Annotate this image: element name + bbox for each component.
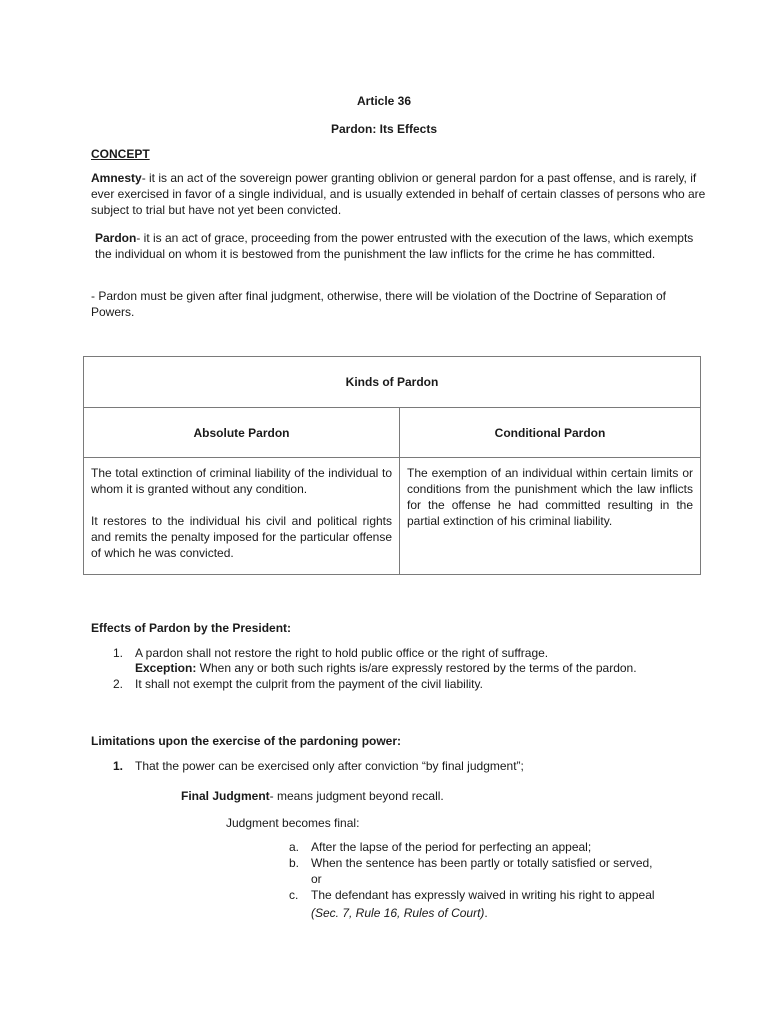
effects-item-1-text: A pardon shall not restore the right to hold public office or the right of suffrage. [135, 646, 549, 660]
effects-item-1-number: 1. [112, 646, 123, 660]
sub-item-c-citation: (Sec. 7, Rule 16, Rules of Court) [311, 906, 485, 920]
table-title: Kinds of Pardon [84, 357, 701, 408]
conditional-pardon-text: The exemption of an individual within certain limits or conditions from the punishment which the law inflicts for the offense he had committed resulting in the partial extinction of his criminal liability. [407, 466, 694, 528]
final-judgment-text: - means judgment beyond recall. [269, 789, 444, 803]
sub-item-b-text: When the sentence has been partly or totally satisfied or served, [311, 856, 653, 870]
absolute-pardon-header: Absolute Pardon [84, 408, 400, 458]
effects-heading: Effects of Pardon by the President: [91, 621, 292, 635]
amnesty-term: Amnesty [91, 171, 142, 185]
article-title: Article 36 [356, 94, 412, 108]
sub-item-a-text: After the lapse of the period for perfecting an appeal; [311, 840, 592, 854]
concept-heading: CONCEPT [91, 147, 150, 161]
absolute-pardon-text-2: It restores to the individual his civil and political rights and remits the penalty imposed for the particular offense of which he was convicted. [91, 514, 392, 560]
sub-item-a-letter: a. [289, 840, 300, 854]
final-judgment-term: Final Judgment [181, 789, 270, 803]
effects-list [0, 645, 768, 695]
kinds-of-pardon-table [83, 356, 701, 575]
pardon-term: Pardon [95, 231, 137, 245]
pardon-paragraph [95, 230, 708, 262]
effects-item-2-text: It shall not exempt the culprit from the payment of the civil liability. [135, 677, 483, 691]
pardon-definition: - it is an act of grace, proceeding from the power entrusted with the execution of the laws, which exempts the individual on whom it is bestowed from the punishment the law inflicts for the crime he has committed. [95, 231, 694, 261]
conditional-pardon-cell [400, 458, 701, 575]
effects-item-2-number: 2. [112, 677, 123, 691]
page-subtitle: Pardon: Its Effects [330, 122, 438, 136]
limitations-heading: Limitations upon the exercise of the pardoning power: [91, 734, 402, 748]
effects-exception [135, 660, 637, 676]
amnesty-definition: - it is an act of the sovereign power granting oblivion or general pardon for a past offense, and is rarely, if ever exercised in favor of a single individual, and is usually extended in behalf of certain classes of persons who are subject to trial but have not yet been convicted. [91, 171, 706, 217]
sub-item-b-letter: b. [289, 856, 300, 870]
limitations-item-1-number: 1. [112, 759, 123, 773]
absolute-pardon-text-1: The total extinction of criminal liability of the individual to whom it is granted without any condition. [91, 466, 392, 496]
amnesty-paragraph [91, 170, 708, 218]
sub-item-c-letter: c. [289, 888, 299, 902]
limitations-item-1-text: That the power can be exercised only after conviction “by final judgment”; [135, 759, 524, 773]
sub-item-b-or: or [311, 872, 322, 886]
conditional-pardon-header: Conditional Pardon [400, 408, 701, 458]
separation-note: - Pardon must be given after final judgment, otherwise, there will be violation of the Doctrine of Separation of Powers. [91, 289, 666, 319]
sub-item-c-citation-line [311, 905, 488, 921]
exception-text: When any or both such rights is/are expressly restored by the terms of the pardon. [196, 661, 637, 675]
sub-item-c-period: . [484, 906, 488, 920]
judgment-becomes-final: Judgment becomes final: [226, 816, 360, 830]
exception-label: Exception: [135, 661, 197, 675]
absolute-pardon-cell [84, 458, 400, 575]
sub-item-c-text: The defendant has expressly waived in writing his right to appeal [311, 888, 655, 902]
final-judgment-definition [181, 788, 444, 804]
